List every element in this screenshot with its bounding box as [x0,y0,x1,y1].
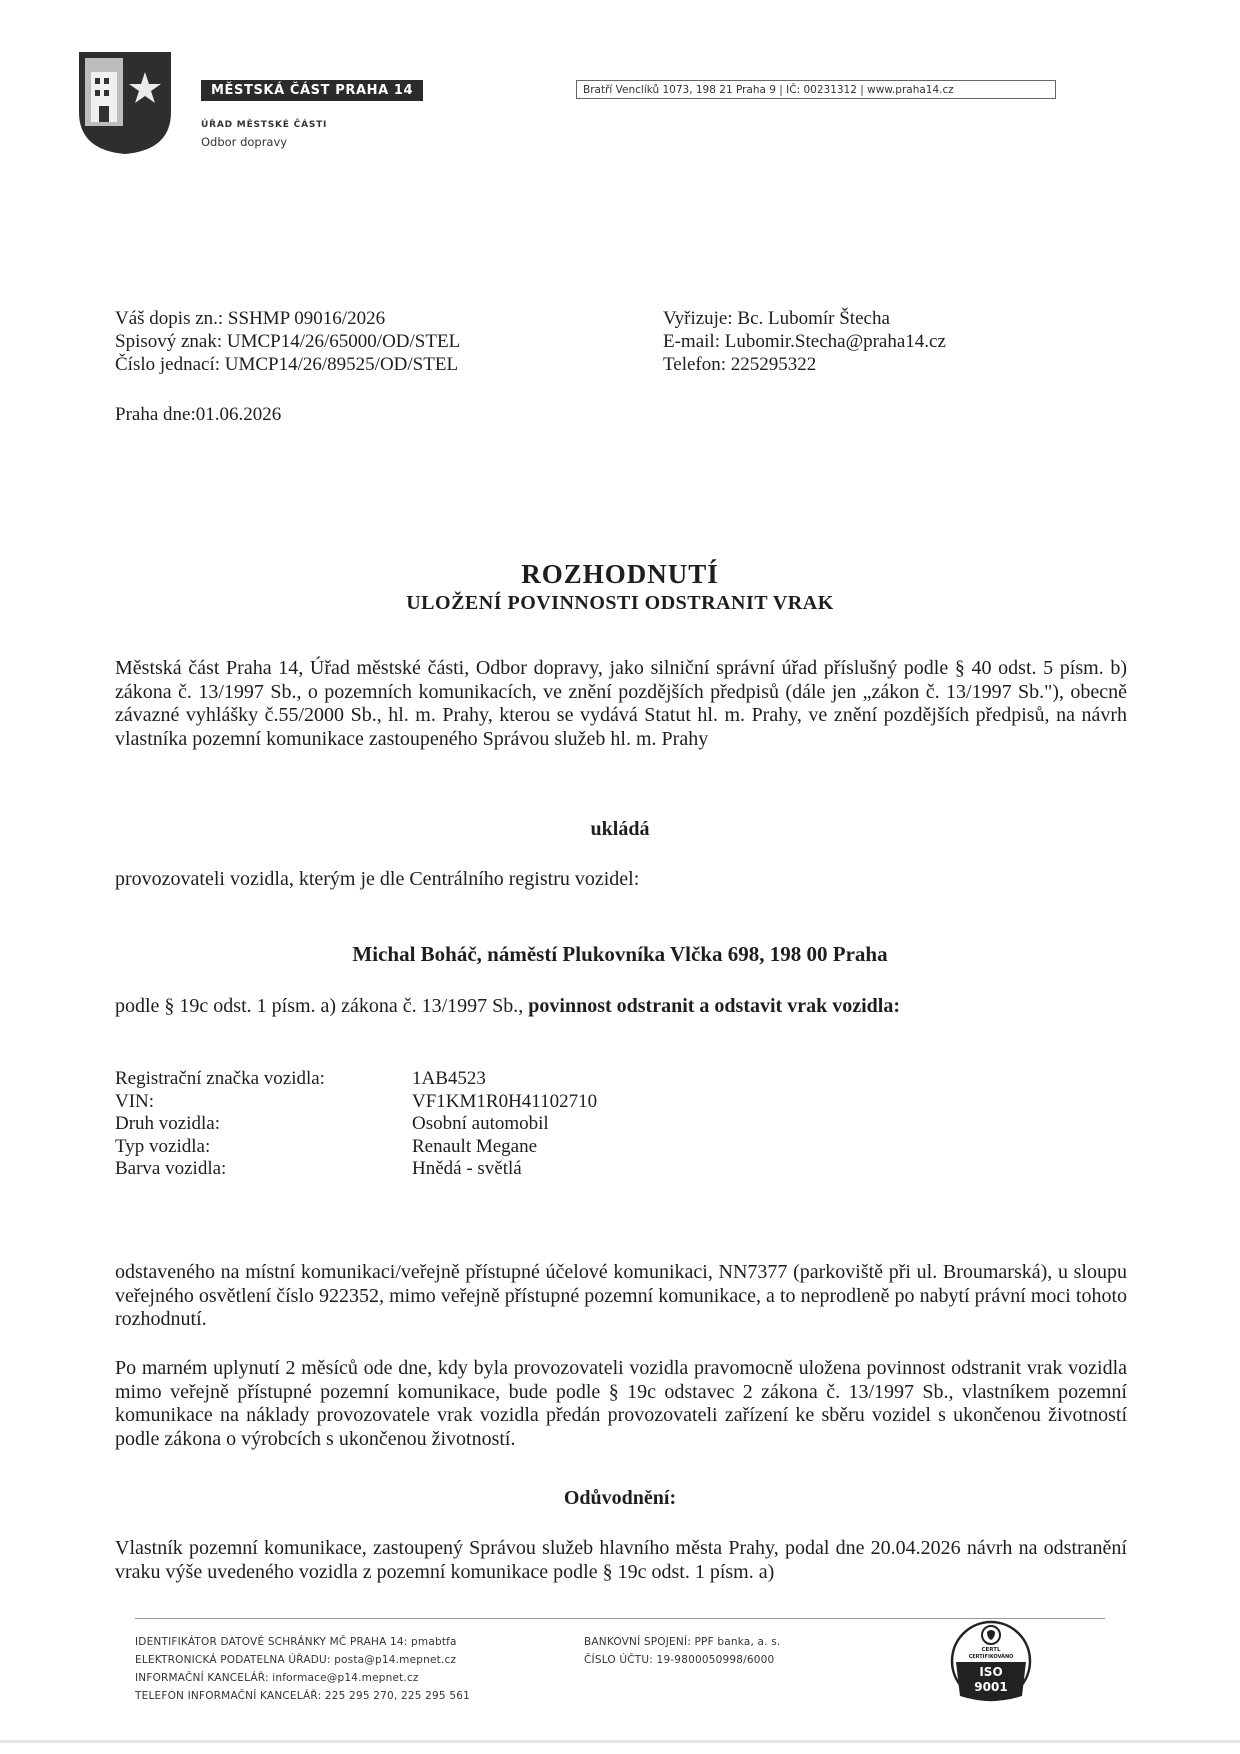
handled-by: Vyřizuje: Bc. Lubomír Štecha [663,308,890,329]
operator-intro: provozovateli vozidla, kterým je dle Centrálního registru vozidel: [115,868,640,890]
intro-paragraph: Městská část Praha 14, Úřad městské části, Odbor dopravy, jako silniční správní úřad příslušný podle § 40 odst. 5 písm. b) zákona č. 13/1997 Sb., o pozemních komunikacích, ve znění pozdějších předpisů (dále jen „zákon č. 13/1997 Sb."), obecně závazné vyhlášky č.55/2000 Sb., hl. m. Prahy, kterou se vydává Statut hl. m. Prahy, ve znění pozdějších předpisů, na návrh vlastníka pozemní komunikace zastoupeného Správou služeb hl. m. Prahy [115,657,1127,750]
e-office: ELEKTRONICKÁ PODATELNA ÚŘADU: posta@p14.mepnet.cz [135,1654,457,1666]
your-letter-ref: Váš dopis zn.: SSHMP 09016/2026 [115,308,386,329]
contact-email: E-mail: Lubomir.Stecha@praha14.cz [663,331,946,352]
iso-brand: CERTL [981,1647,1001,1653]
vehicle-operator: Michal Boháč, náměstí Plukovníka Vlčka 698, 198 00 Praha [352,942,888,966]
bank-account: ČÍSLO ÚČTU: 19-9800050998/6000 [584,1654,775,1666]
iso-top: CERTIFIKOVÁNO [968,1654,1014,1660]
type-label: Typ vozidla: [115,1135,211,1157]
reference-number: Číslo jednací: UMCP14/26/89525/OD/STEL [115,354,459,375]
document-title: ROZHODNUTÍ [521,559,719,589]
info-phone: TELEFON INFORMAČNÍ KANCELÁŘ: 225 295 270, 225 295 561 [135,1690,470,1702]
iso-bottom: 9001 [974,1680,1008,1694]
footer-contacts [135,1633,470,1705]
contact-phone: Telefon: 225295322 [663,354,817,375]
office-name: ÚŘAD MĚSTSKÉ ČÁSTI [201,120,328,130]
prague-14-coat-of-arms-icon [77,50,173,156]
municipality-name: MĚSTSKÁ ČÁST PRAHA 14 [201,80,423,101]
reasoning-heading: Odůvodnění: [563,1487,677,1509]
color-label: Barva vozidla: [115,1158,227,1179]
duty-paragraph [115,995,1127,1019]
file-mark: Spisový znak: UMCP14/26/65000/OD/STEL [115,331,461,352]
consequence-paragraph: Po marném uplynutí 2 měsíců ode dne, kdy byla provozovateli vozidla pravomocně uložena povinnost odstranit vrak vozidla mimo veřejně přístupné pozemní komunikace, bude podle § 19c odstavec 2 zákona č. 13/1997 Sb., vlastníkem pozemní komunikace na náklady provozovatele vrak vozidla předán provozovateli zařízení ke sběru vozidel s ukončenou životností podle zákona o výrobcích s ukončenou životností. [115,1357,1127,1450]
contact-block [663,307,946,376]
reference-block [115,307,460,376]
iso-mid: ISO [979,1665,1003,1679]
vin-label: VIN: [115,1090,155,1112]
color-value: Hnědá - světlá [412,1158,522,1179]
department-name: Odbor dopravy [201,135,288,149]
kind-value: Osobní automobil [412,1113,549,1134]
reg-label: Registrační značka vozidla: [115,1068,325,1089]
vehicle-labels [115,1068,325,1181]
duty-statement: povinnost odstranit a odstavit vrak vozidla: [528,995,900,1017]
kind-label: Druh vozidla: [115,1113,221,1134]
reasoning-paragraph: Vlastník pozemní komunikace, zastoupený Správou služeb hlavního města Prahy, podal dne 20.04.2026 návrh na odstranění vraku výše uvedeného vozidla z pozemní komunikace podle § 19c odst. 1 písm. a) [115,1537,1127,1583]
type-value: Renault Megane [412,1135,538,1157]
iso-9001-certification-seal-icon [950,1620,1032,1702]
reg-value: 1AB4523 [412,1068,486,1089]
duty-prefix: podle § 19c odst. 1 písm. a) zákona č. 13/1997 Sb., [115,995,529,1017]
office-address: Bratří Venclíků 1073, 198 21 Praha 9 | IČ: 00231312 | www.praha14.cz [576,80,1056,99]
databox-id: IDENTIFIKÁTOR DATOVÉ SCHRÁNKY MČ PRAHA 14: pmabtfa [135,1636,457,1648]
vin-value: VF1KM1R0H41102710 [412,1090,598,1112]
page-bottom-edge [0,1740,1240,1743]
vehicle-values [412,1068,597,1181]
info-office: INFORMAČNÍ KANCELÁŘ: informace@p14.mepnet.cz [135,1672,419,1684]
issue-date: Praha dne:01.06.2026 [115,404,282,425]
footer-bank [584,1633,780,1669]
bank-name: BANKOVNÍ SPOJENÍ: PPF banka, a. s. [584,1636,781,1648]
imposes-heading: ukládá [590,818,650,840]
document-subtitle: ULOŽENÍ POVINNOSTI ODSTRANIT VRAK [406,592,834,614]
location-paragraph: odstaveného na místní komunikaci/veřejně přístupné účelové komunikaci, NN7377 (parkoviště při ul. Broumarská), u sloupu veřejného osvětlení číslo 922352, mimo veřejně přístupné pozemní komunikace, a to neprodleně po nabytí právní moci tohoto rozhodnutí. [115,1261,1127,1330]
footer-divider [135,1618,1105,1619]
